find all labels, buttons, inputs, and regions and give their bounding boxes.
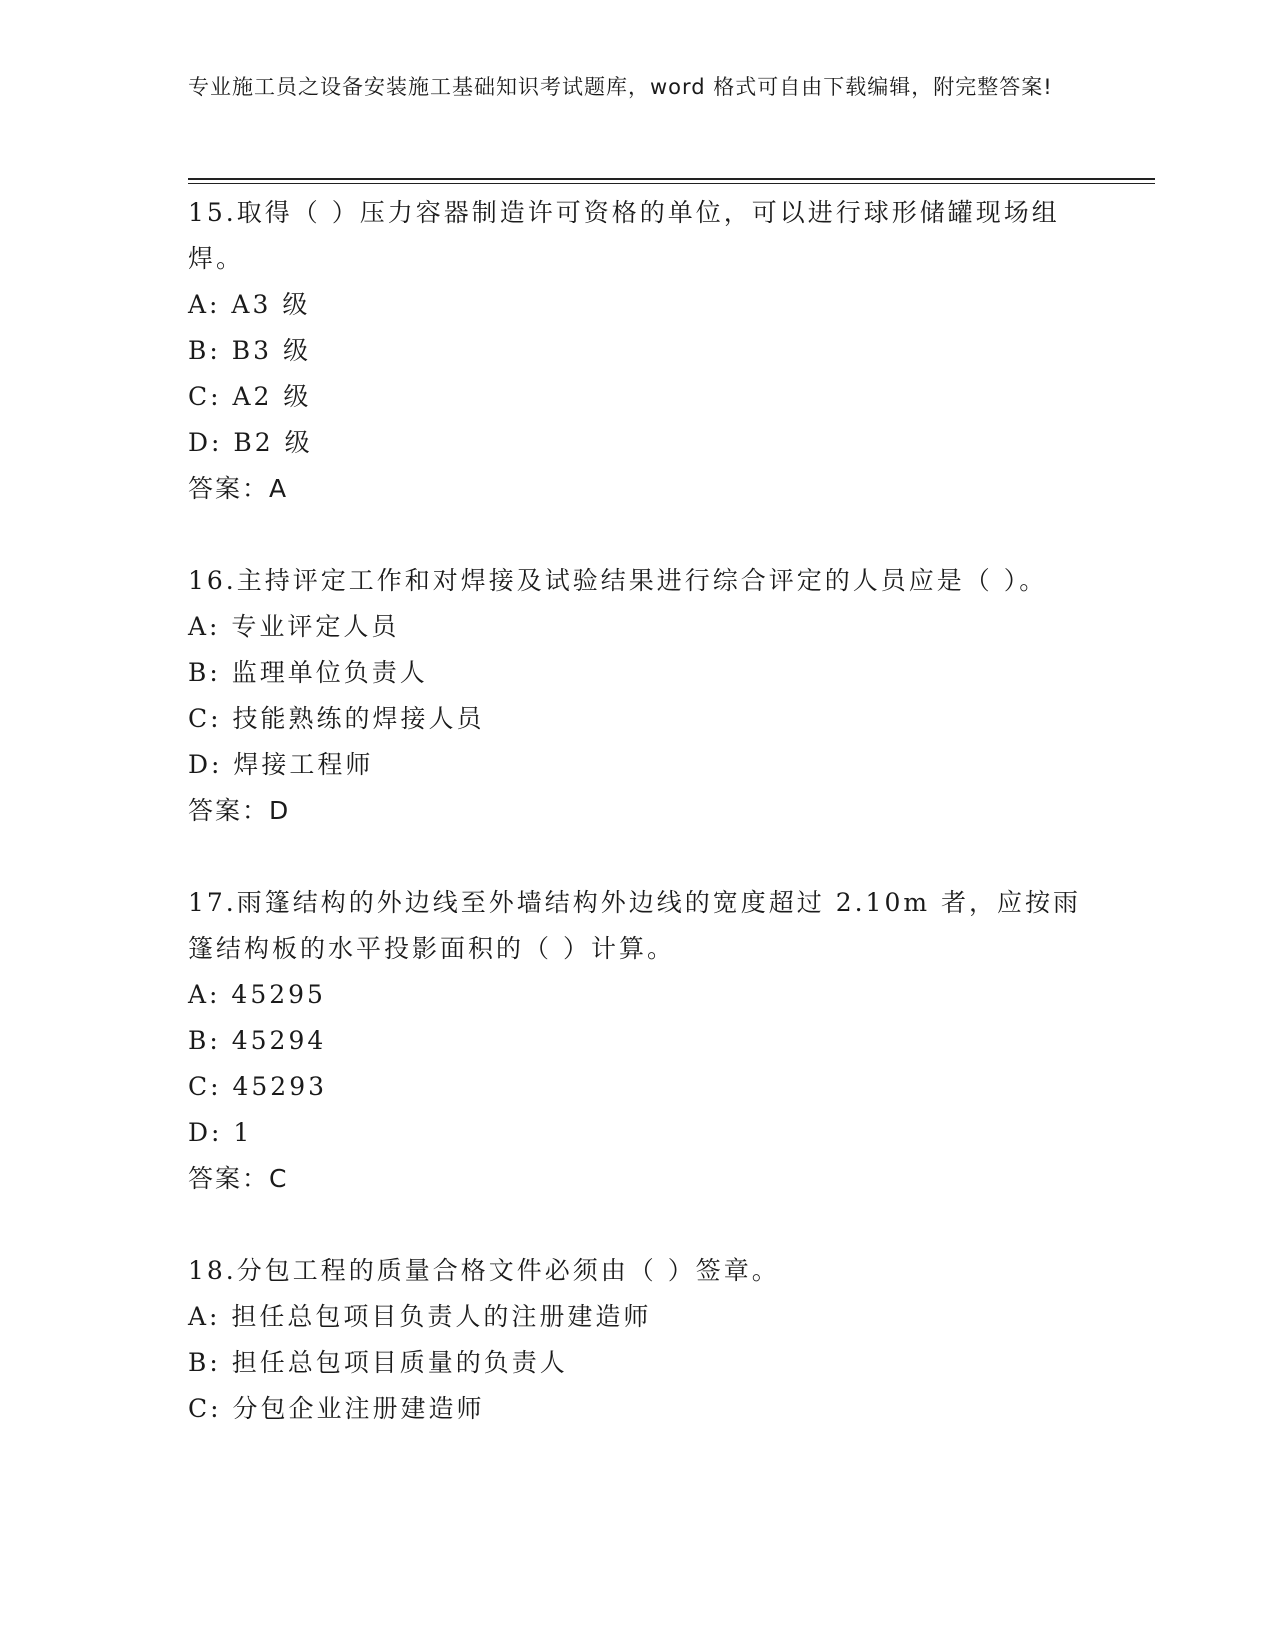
option-c: C: A2 级 bbox=[188, 382, 312, 411]
option-b: B: 45294 bbox=[188, 1026, 327, 1055]
option-b: B: 监理单位负责人 bbox=[188, 658, 428, 687]
question-list bbox=[188, 190, 1088, 1432]
option-d: D: B2 级 bbox=[188, 428, 313, 457]
question-text: 17.雨篷结构的外边线至外墙结构外边线的宽度超过 2.10m 者，应按雨篷结构板的水平投影面积的（ ）计算。 bbox=[188, 888, 1082, 963]
option-d: D: 焊接工程师 bbox=[188, 750, 374, 779]
question-text: 16.主持评定工作和对焊接及试验结果进行综合评定的人员应是（ ）。 bbox=[188, 566, 1048, 595]
document-header: 专业施工员之设备安装施工基础知识考试题库，word 格式可自由下载编辑，附完整答案! bbox=[188, 75, 1053, 99]
question-15 bbox=[188, 190, 1088, 512]
option-b: B: 担任总包项目质量的负责人 bbox=[188, 1348, 568, 1377]
question-18 bbox=[188, 1248, 1088, 1432]
header-rule-thick bbox=[188, 178, 1155, 180]
answer-line: 答案：D bbox=[188, 796, 291, 825]
question-text: 15.取得（ ）压力容器制造许可资格的单位，可以进行球形储罐现场组焊。 bbox=[188, 198, 1060, 273]
option-a: A: 担任总包项目负责人的注册建造师 bbox=[188, 1302, 652, 1331]
question-17 bbox=[188, 880, 1088, 1202]
question-spacer bbox=[188, 834, 1088, 880]
option-a: A: 专业评定人员 bbox=[188, 612, 400, 641]
option-c: C: 技能熟练的焊接人员 bbox=[188, 704, 485, 733]
question-spacer bbox=[188, 1202, 1088, 1248]
answer-line: 答案：A bbox=[188, 474, 289, 503]
option-b: B: B3 级 bbox=[188, 336, 311, 365]
question-16 bbox=[188, 558, 1088, 834]
question-text: 18.分包工程的质量合格文件必须由（ ）签章。 bbox=[188, 1256, 780, 1285]
header-rule-thin bbox=[188, 183, 1155, 184]
answer-line: 答案：C bbox=[188, 1164, 289, 1193]
option-c: C: 45293 bbox=[188, 1072, 328, 1101]
option-a: A: 45295 bbox=[188, 980, 326, 1009]
option-a: A: A3 级 bbox=[188, 290, 311, 319]
option-d: D: 1 bbox=[188, 1118, 253, 1147]
question-spacer bbox=[188, 512, 1088, 558]
option-c: C: 分包企业注册建造师 bbox=[188, 1394, 485, 1423]
